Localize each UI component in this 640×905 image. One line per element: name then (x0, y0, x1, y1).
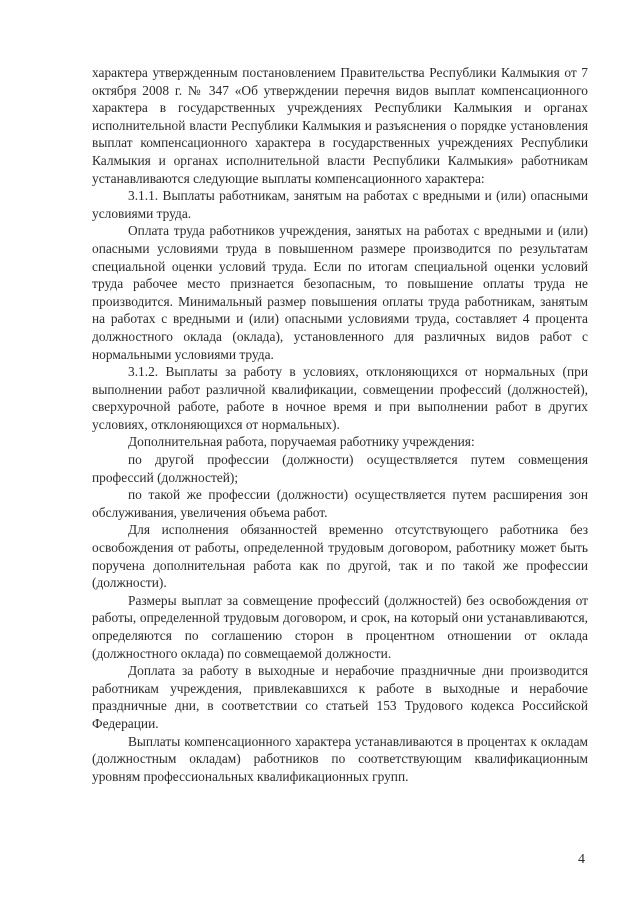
paragraph: 3.1.2. Выплаты за работу в условиях, отклоняющихся от нормальных (при выполнении работ различной квалификации, совмещении профессий (должностей), сверхурочной работе, работе в ночное время и при выполнении работ в других условиях, отклоняющихся от нормальных). (92, 364, 588, 432)
paragraph: Размеры выплат за совмещение профессий (должностей) без освобождения от работы, определенной трудовым договором, и срок, на который они устанавливаются, определяются по соглашению сторон в процентном отношении от оклада (должностного оклада) по совмещаемой должности. (92, 592, 588, 661)
paragraph: Дополнительная работа, поручаемая работнику учреждения: (128, 434, 475, 450)
body-text (92, 64, 588, 785)
paragraph: 3.1.1. Выплаты работникам, занятым на работах с вредными и (или) опасными условиями труда. (92, 188, 588, 221)
paragraph: характера утвержденным постановлением Правительства Республики Калмыкия от 7 октября 2008 г. № 347 «Об утверждении перечня видов выплат компенсационного характера в государственных учреждениях Республики Калмыкия и органах исполнительной власти Республики Калмыкия и разъяснения о порядке установления выплат компенсационного характера в государственных учреждениях Республики Калмыкия и органах исполнительной власти Республики Калмыкия» работникам устанавливаются следующие выплаты компенсационного характера: (92, 65, 588, 186)
paragraph: Для исполнения обязанностей временно отсутствующего работника без освобождения от работы, определенной трудовым договором, работнику может быть поручена дополнительная работа как по другой, так и по такой же профессии (должности). (92, 522, 588, 591)
paragraph: Оплата труда работников учреждения, занятых на работах с вредными и (или) опасными условиями труда в повышенном размере производится по результатам специальной оценки условий труда. Если по итогам специальной оценки условий труда рабочее место признается безопасным, то повышение оплаты труда не производится. Минимальный размер повышения оплаты труда работникам, занятым на работах с вредными и (или) опасными условиями труда, составляет 4 процента должностного оклада (оклада), установленного для различных видов работ с нормальными условиями труда. (92, 223, 588, 362)
paragraph: по такой же профессии (должности) осуществляется путем расширения зон обслуживания, увеличения объема работ. (92, 487, 588, 520)
page-number: 4 (578, 852, 585, 867)
paragraph: Выплаты компенсационного характера устанавливаются в процентах к окладам (должностным окладам) работников по соответствующим квалификационным уровням профессиональных квалификационных групп. (92, 733, 588, 784)
paragraph: Доплата за работу в выходные и нерабочие праздничные дни производится работникам учреждения, привлекавшихся к работе в выходные и нерабочие праздничные дни, в соответствии со статьей 153 Трудового кодекса Российской Федерации. (92, 663, 588, 731)
paragraph: по другой профессии (должности) осуществляется путем совмещения профессий (должностей); (92, 452, 588, 485)
